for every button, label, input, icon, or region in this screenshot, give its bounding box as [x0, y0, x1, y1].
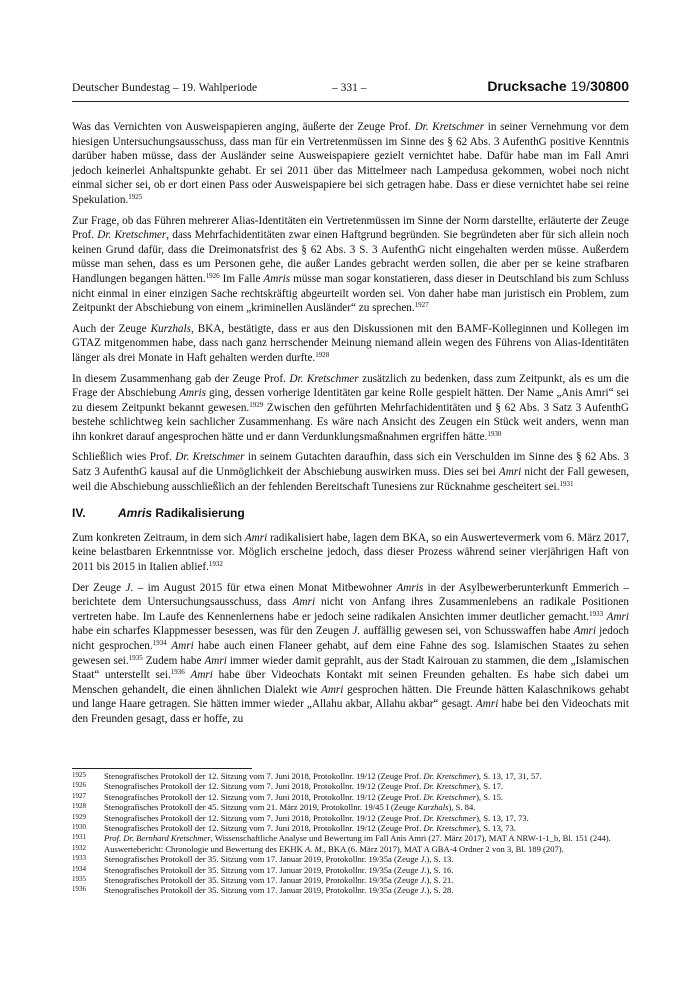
footnote-text: Stenografisches Protokoll der 12. Sitzung vom 7. Juni 2018, Protokollnr. 19/12 (Zeuge Prof. Dr. Kretschmer), S. 13, 17, 31, 57. [104, 771, 542, 781]
section-number: IV. [72, 506, 86, 521]
footnote-number: 1931 [72, 833, 86, 842]
footnote-ref: 1926 [205, 271, 220, 280]
footnote-text: Stenografisches Protokoll der 35. Sitzung vom 17. Januar 2019, Protokollnr. 19/35a (Zeuge J.), S. 13. [104, 854, 454, 865]
footnote-number: 1935 [72, 875, 86, 884]
footnote-ref: 1932 [208, 560, 223, 569]
paragraph: In diesem Zusammenhang gab der Zeuge Prof. Dr. Kretschmer zusätzlich zu bedenken, dass zum Zeitpunkt, als es um die Frage der Abschiebung Amris ging, dessen vorherige Identitäten gar keine Rolle gespielt hätten. Der Name „Anis Amri“ sei zu diesem Zeitpunkt bekannt gewesen.$^{1929}$ Zwischen den geführten Mehrfachidentitäten und § 62 Abs. 3 Satz 3 AufenthG bestehe schlichtweg kein sachlicher Zusammenhang. Es wäre nach Ansicht des Zeugen ein Stück weit anders, wenn man ihn konkret darauf angesprochen hätte und er dann Verdunklungsmaßnahmen ergriffen hätte.$^{1930}$ [72, 372, 630, 443]
footnote [72, 833, 629, 843]
footnote [72, 771, 629, 781]
body-text [72, 120, 629, 733]
footnote [72, 813, 629, 823]
footnote-ref: 1931 [559, 479, 574, 488]
page-header [72, 78, 629, 100]
footnote-number: 1932 [72, 843, 86, 852]
footnote [72, 802, 629, 812]
header-publication: Deutscher Bundestag – 19. Wahlperiode [72, 82, 258, 94]
page-number: – 331 – [332, 82, 367, 94]
footnote-text: Stenografisches Protokoll der 12. Sitzung vom 7. Juni 2018, Protokollnr. 19/12 (Zeuge Prof. Dr. Kretschmer), S. 15. [104, 791, 504, 802]
footnote-number: 1925 [72, 771, 86, 779]
paragraph: Was das Vernichten von Ausweispapieren anging, äußerte der Zeuge Prof. Dr. Kretschmer in seiner Vernehmung vor dem hiesigen Untersuchungsausschuss, dass man für ein Vertretenmüssen im Sinne des § 62 Abs. 3 AufenthG positive Kenntnis darüber haben müsse, dass der Ausländer seine Ausweispapiere gezielt vernichtet habe. Dafür habe man im Fall Amri jedoch keinerlei Anhaltspunkte gehabt. Er sei 2011 über das Mittelmeer nach Lampedusa gekommen, wobei noch nicht einmal sicher sei, ob er dort einen Pass oder Ausweispapiere bei sich getragen habe. Dass er diese vernichtet habe sei reine Spekulation.$^{1925}$ [72, 121, 629, 206]
footnote [72, 823, 629, 833]
footnote-ref: 1934 [152, 639, 167, 647]
section-heading [72, 506, 629, 521]
footnote-ref: 1925 [128, 192, 143, 201]
footnote-text: Stenografisches Protokoll der 12. Sitzung vom 7. Juni 2018, Protokollnr. 19/12 (Zeuge Prof. Dr. Kretschmer), S. 13, 73. [104, 823, 516, 834]
footnote-text: Stenografisches Protokoll der 12. Sitzung vom 7. Juni 2018, Protokollnr. 19/12 (Zeuge Prof. Dr. Kretschmer), S. 17. [104, 781, 504, 792]
footnote-number: 1927 [72, 791, 86, 800]
document-number [487, 78, 629, 94]
footnote-ref: 1933 [589, 609, 604, 618]
footnote [72, 781, 629, 791]
footnote-text: Stenografisches Protokoll der 35. Sitzung vom 17. Januar 2019, Protokollnr. 19/35a (Zeuge J.), S. 16. [104, 864, 454, 875]
document-number-value: 30800 [590, 78, 629, 94]
footnotes [72, 771, 629, 896]
footnote-ref: 1935 [128, 653, 143, 662]
footnote-text: Stenografisches Protokoll der 12. Sitzung vom 7. Juni 2018, Protokollnr. 19/12 (Zeuge Prof. Dr. Kretschmer), S. 13, 17, 73. [104, 812, 529, 823]
footnote-text: Prof. Dr. Bernhard Kretschmer, Wissenschaftliche Analyse und Bewertung im Fall Anis Amri (27. März 2017), MAT A NRW-1-1_b, Bl. 151 (244). [104, 833, 611, 844]
footnote-ref: 1929 [249, 400, 264, 409]
footnote-ref: 1928 [315, 350, 330, 359]
footnote [72, 875, 629, 885]
footnote-number: 1936 [72, 885, 86, 894]
footnote-rule [72, 768, 252, 769]
footnote-text: Stenografisches Protokoll der 35. Sitzung vom 17. Januar 2019, Protokollnr. 19/35a (Zeuge J.), S. 21. [104, 875, 454, 886]
footnote [72, 844, 629, 854]
paragraph: Der Zeuge J. – im August 2015 für etwa einen Monat Mitbewohner Amris in der Asylbewerberunterkunft Emmerich – berichtete dem Untersuchungsausschuss, dass Amri nicht von Anfang ihres Zusammenlebens an radikale Positionen vertreten habe. Im Laufe des Kennenlernens habe er jedoch seine radikalen Ansichten immer deutlicher gemacht.$^{1933}$ Amri habe ein scharfes Klappmesser besessen, was für den Zeugen J. auffällig gewesen sei, von Schusswaffen habe Amri jedoch nicht gesprochen.$^{1934}$ Amri habe auch einen Flaneer gehabt, auf dem eine Fahne des sog. Islamischen Staates zu sehen gewesen sei.$^{1935}$ Zudem habe Amri immer wieder damit geprahlt, aus der Stadt Kairouan zu stammen, die dem „Islamischen Staat“ unterstellt sei.$^{1936}$ Amri habe über Videochats Kontakt mit seinen Freunden gehalten. Es habe sich dabei um Menschen gehandelt, die einen ähnlichen Dialekt wie Amri gesprochen hätten. Die Freunde hätten Kalaschnikows gehabt und lange Haare getragen. Sie hätten immer wieder „Allahu akbar, Allahu akbar“ gesagt. Amri habe bei den Videochats mit den Freunden gesagt, dass er hoffe, zu [72, 581, 630, 725]
footnote-number: 1926 [72, 781, 86, 790]
paragraph: Zum konkreten Zeitraum, in dem sich Amri radikalisiert habe, lagen dem BKA, so ein Auswertevermerk vom 6. März 2017, keine belastbaren Erkenntnisse vor. Möglich erscheine jedoch, dass dieser Prozess während seiner vierjährigen Haft von 2011 bis 2015 in Italien ablief.$^{1932}$ [72, 531, 629, 574]
footnote-ref: 1930 [487, 429, 502, 438]
footnote-text: Stenografisches Protokoll der 45. Sitzung vom 21. März 2019, Protokollnr. 19/45 I (Zeuge Kurzhals), S. 84. [104, 802, 476, 813]
footnote-ref: 1927 [414, 301, 429, 310]
paragraph: Schließlich wies Prof. Dr. Kretschmer in seinem Gutachten daraufhin, dass sich ein Verschulden im Sinne des § 62 Abs. 3 Satz 3 AufenthG kausal auf die Unmöglichkeit der Abschiebung auswirken muss. Dies sei bei Amri nicht der Fall gewesen, weil die Abschiebung ausschließlich an der fehlenden Bereitschaft Tunesiens zur Rücknahme gescheitert sei.$^{1931}$ [72, 451, 629, 493]
footnote [72, 854, 629, 864]
footnote-number: 1929 [72, 812, 86, 821]
footnote [72, 885, 629, 895]
document-number-period: 19/ [570, 78, 591, 94]
footnote-text: Stenografisches Protokoll der 35. Sitzung vom 17. Januar 2019, Protokollnr. 19/35a (Zeuge J.), S. 28. [104, 885, 454, 896]
section-title-rest: Radikalisierung [152, 506, 245, 521]
document-number-label: Drucksache [487, 78, 571, 94]
paragraph: Auch der Zeuge Kurzhals, BKA, bestätigte, dass er aus den Diskussionen mit den BAMF-Kolleginnen und Kollegen im GTAZ mitgenommen habe, dass nach ganz herrschender Meinung niemand allein wegen des Führens von Alias-Identitäten länger als drei Monate in Haft gehalten werden durfte.$^{1928}$ [72, 322, 629, 364]
section-title-italic: Amris [118, 506, 153, 521]
footnote-text: Auswertebericht: Chronologie und Bewertung des EKHK A. M., BKA (6. März 2017), MAT A GBA-4 Ordner 2 von 3, Bl. 189 (207). [104, 843, 564, 854]
footnote [72, 865, 629, 875]
footnote-number: 1934 [72, 864, 86, 873]
paragraph: Zur Frage, ob das Führen mehrerer Alias-Identitäten ein Vertretenmüssen im Sinne der Norm darstellte, erläuterte der Zeuge Prof. Dr. Kretschmer, dass Mehrfachidentitäten zwar einen Haftgrund begründen. Sie begründeten aber für sich allein noch keinen Grund dafür, dass die Dreimonatsfrist des § 62 Abs. 3 S. 3 AufenthG nicht eingehalten werden müsse. Außerdem müsse man sehen, dass es um Personen gehe, die außer Landes gebracht werden sollen, die aber per se keine strafbaren Handlungen begangen hätten.$^{1926}$ Im Falle Amris müsse man sogar konstatieren, dass dieser in Deutschland bis zum Schluss nicht einmal in einer einzigen Sache rechtskräftig abgeurteilt worden sei. Von daher habe man juristisch ein Problem, zum Zeitpunkt der Abschiebung von einem „kriminellen Ausländer“ zu sprechen.$^{1927}$ [72, 214, 629, 315]
footnote [72, 792, 629, 802]
footnote-number: 1933 [72, 854, 86, 863]
footnote-number: 1930 [72, 823, 86, 832]
footnote-number: 1928 [72, 802, 86, 811]
footnote-ref: 1936 [170, 668, 185, 677]
header-rule [72, 101, 629, 102]
